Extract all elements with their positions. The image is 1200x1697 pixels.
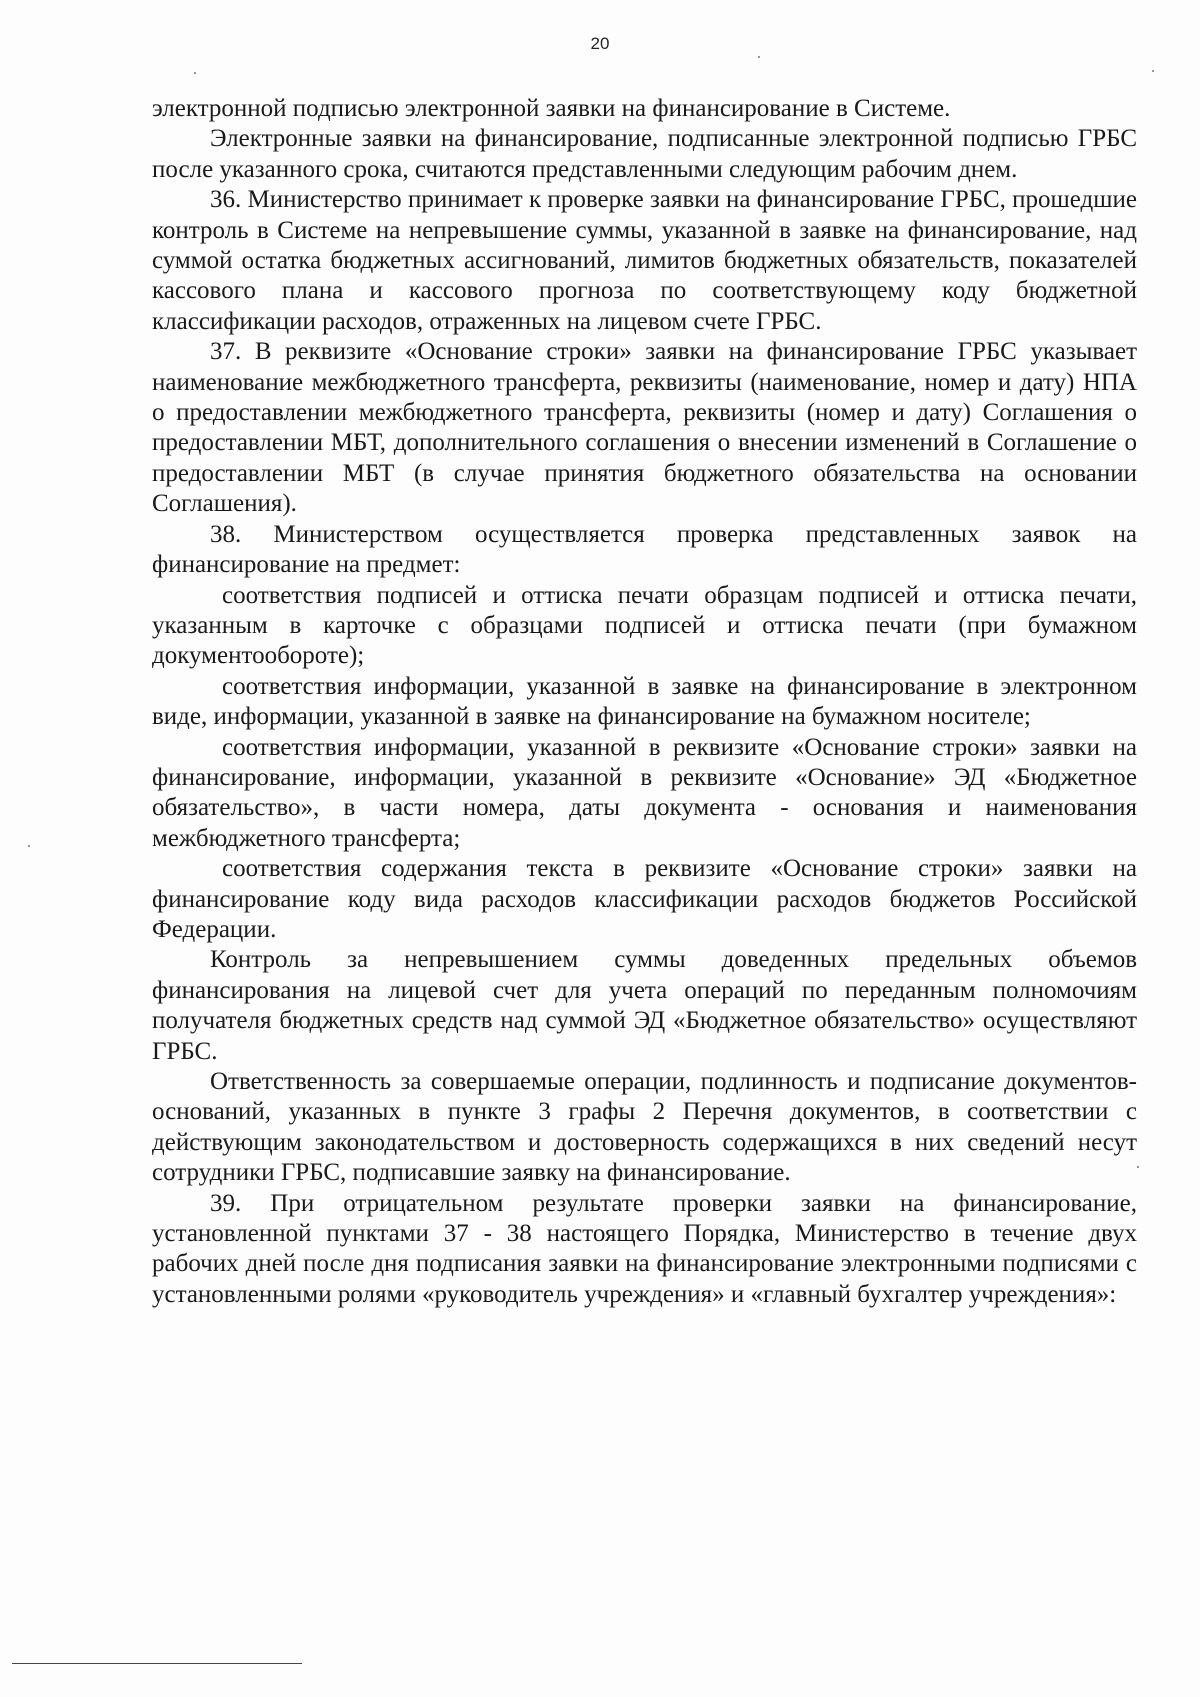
paragraph-item-36: 36. Министерство принимает к проверке заявки на финансирование ГРБС, прошедшие контроль в Системе на непревышение суммы, указанной в заявке на финансирование, над суммой остатка бюджетных ассигнований, лимитов бюджетных обязательств, показателей кассового плана и кассового прогноза по соответствующему коду бюджетной классификации расходов, отраженных на лицевом счете ГРБС. (152, 186, 1137, 335)
list-item-expense-code: соответствия содержания текста в реквизите «Основание строки» заявки на финансирование коду вида расходов классификации расходов бюджетов Российской Федерации. (152, 855, 1137, 943)
paragraph-late-requests: Электронные заявки на финансирование, подписанные электронной подписью ГРБС после указанного срока, считаются представленными следующим рабочим днем. (152, 125, 1137, 183)
list-item-basis-line: соответствия информации, указанной в реквизите «Основание строки» заявки на финансирование, информации, указанной в реквизите «Основание» ЭД «Бюджетное обязательство», в части номера, даты документа - основания и наименования межбюджетного трансферта; (152, 733, 1137, 852)
page-number: 20 (590, 34, 610, 53)
scan-speck (758, 56, 760, 58)
paragraph-item-37: 37. В реквизите «Основание строки» заявки на финансирование ГРБС указывает наименование межбюджетного трансферта, реквизиты (наименование, номер и дату) НПА о предоставлении межбюджетного трансферта, реквизиты (номер и дату) Соглашения о предоставлении МБТ, дополнительного соглашения о внесении изменений в Соглашение о предоставлении МБТ (в случае принятия бюджетного обязательства на основании Соглашения). (152, 338, 1137, 518)
list-item-signatures: соответствия подписей и оттиска печати образцам подписей и оттиска печати, указанным в карточке с образцами подписей и оттиска печати (при бумажном документообороте); (152, 581, 1137, 670)
scan-speck (194, 72, 196, 74)
footnote-separator-line (12, 1663, 302, 1664)
list-item-electronic-vs-paper: соответствия информации, указанной в заявке на финансирование в электронном виде, информации, указанной в заявке на финансирование на бумажном носителе; (152, 672, 1137, 731)
paragraph-responsibility: Ответственность за совершаемые операции, подлинность и подписание документов-оснований, указанных в пункте 3 графы 2 Перечня документов, в соответствии с действующим законодательством и достоверность содержащихся в них сведений несут сотрудники ГРБС, подписавшие заявку на финансирование. (152, 1068, 1137, 1187)
scan-speck (1137, 1166, 1139, 1168)
paragraph-item-38: 38. Министерством осуществляется проверка представленных заявок на финансирование на предмет: (152, 520, 1137, 579)
paragraph-continuation: электронной подписью электронной заявки на финансирование в Системе. (152, 95, 951, 122)
scan-speck (28, 845, 30, 847)
paragraph-item-39: 39. При отрицательном результате проверки заявки на финансирование, установленной пунктами 37 - 38 настоящего Порядка, Министерство в течение двух рабочих дней после дня подписания заявки на финансирование электронными подписями с установленными ролями «руководитель учреждения» и «главный бухгалтер учреждения»: (152, 1189, 1137, 1308)
paragraph-control: Контроль за непревышением суммы доведенных предельных объемов финансирования на лицевой счет для учета операций по переданным полномочиям получателя бюджетных средств над суммой ЭД «Бюджетное обязательство» осуществляют ГРБС. (152, 946, 1137, 1065)
document-body (152, 94, 1137, 1310)
scan-speck (1152, 70, 1154, 72)
